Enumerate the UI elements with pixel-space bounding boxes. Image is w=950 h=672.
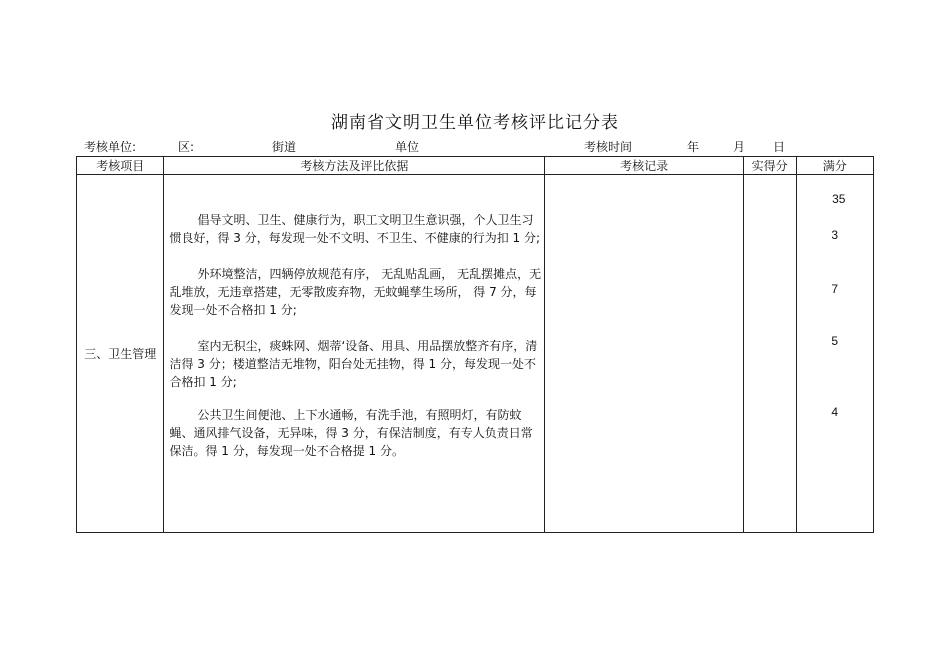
year-label: 年 [687,140,700,154]
district-label: 区: [178,140,195,154]
full-score-value: 35 [832,192,846,206]
time-label: 考核时间 [584,140,633,154]
full-score-value: 7 [831,282,839,296]
criteria-paragraph: 公共卫生间便池、上下水通畅，有洗手池，有照明灯，有防蚊蝇、通风排气设备，无异味，得 3 分，有保洁制度，有专人负责日常保洁。得 1 分，每发现一处不合格提 1 分。 [169,408,533,458]
full-score-value: 3 [831,228,839,242]
record-cell[interactable] [545,175,743,533]
unit-label: 考核单位: [84,140,137,154]
page-title: 湖南省文明卫生单位考核评比记分表 [331,113,619,133]
col-header-full: 满分 [796,157,874,175]
street-label: 街道 [272,140,297,154]
actual-score-cell[interactable] [743,175,796,533]
item-cell: 三、卫生管理 [77,175,164,533]
table-header-row [77,157,874,175]
method-cell [164,175,545,533]
table-row [77,175,874,533]
col-header-item: 考核项目 [77,157,164,175]
col-header-method: 考核方法及评比依据 [164,157,545,175]
month-label: 月 [733,140,746,154]
score-table [76,156,874,533]
criteria-paragraph: 倡导文明、卫生、健康行为，职工文明卫生意识强，个人卫生习惯良好，得 3 分，每发现一处不文明、不卫生、不健康的行为扣 1 分; [169,213,541,245]
full-score-value: 5 [831,334,839,348]
col-header-actual: 实得分 [743,157,796,175]
day-label: 日 [773,140,786,154]
criteria-paragraph: 外环境整洁，四辆停放规范有序， 无乱贴乱画， 无乱摆摊点，无乱堆放，无违章搭建，无零散废弃物，无蚊蝇孳生场所， 得 7 分，每发现一处不合格扣 1 分; [169,267,542,317]
full-score-value: 4 [831,405,839,419]
unit2-label: 单位 [395,140,420,154]
criteria-paragraph: 室内无积尘，痰蛛网、烟蒂‘设备、用具、用品摆放整齐有序，清洁得 3 分；楼道整洁无堆物，阳台处无挂物，得 1 分，每发现一处不合格扣 1 分; [169,339,538,389]
full-score-cell [796,175,874,533]
col-header-record: 考核记录 [545,157,743,175]
